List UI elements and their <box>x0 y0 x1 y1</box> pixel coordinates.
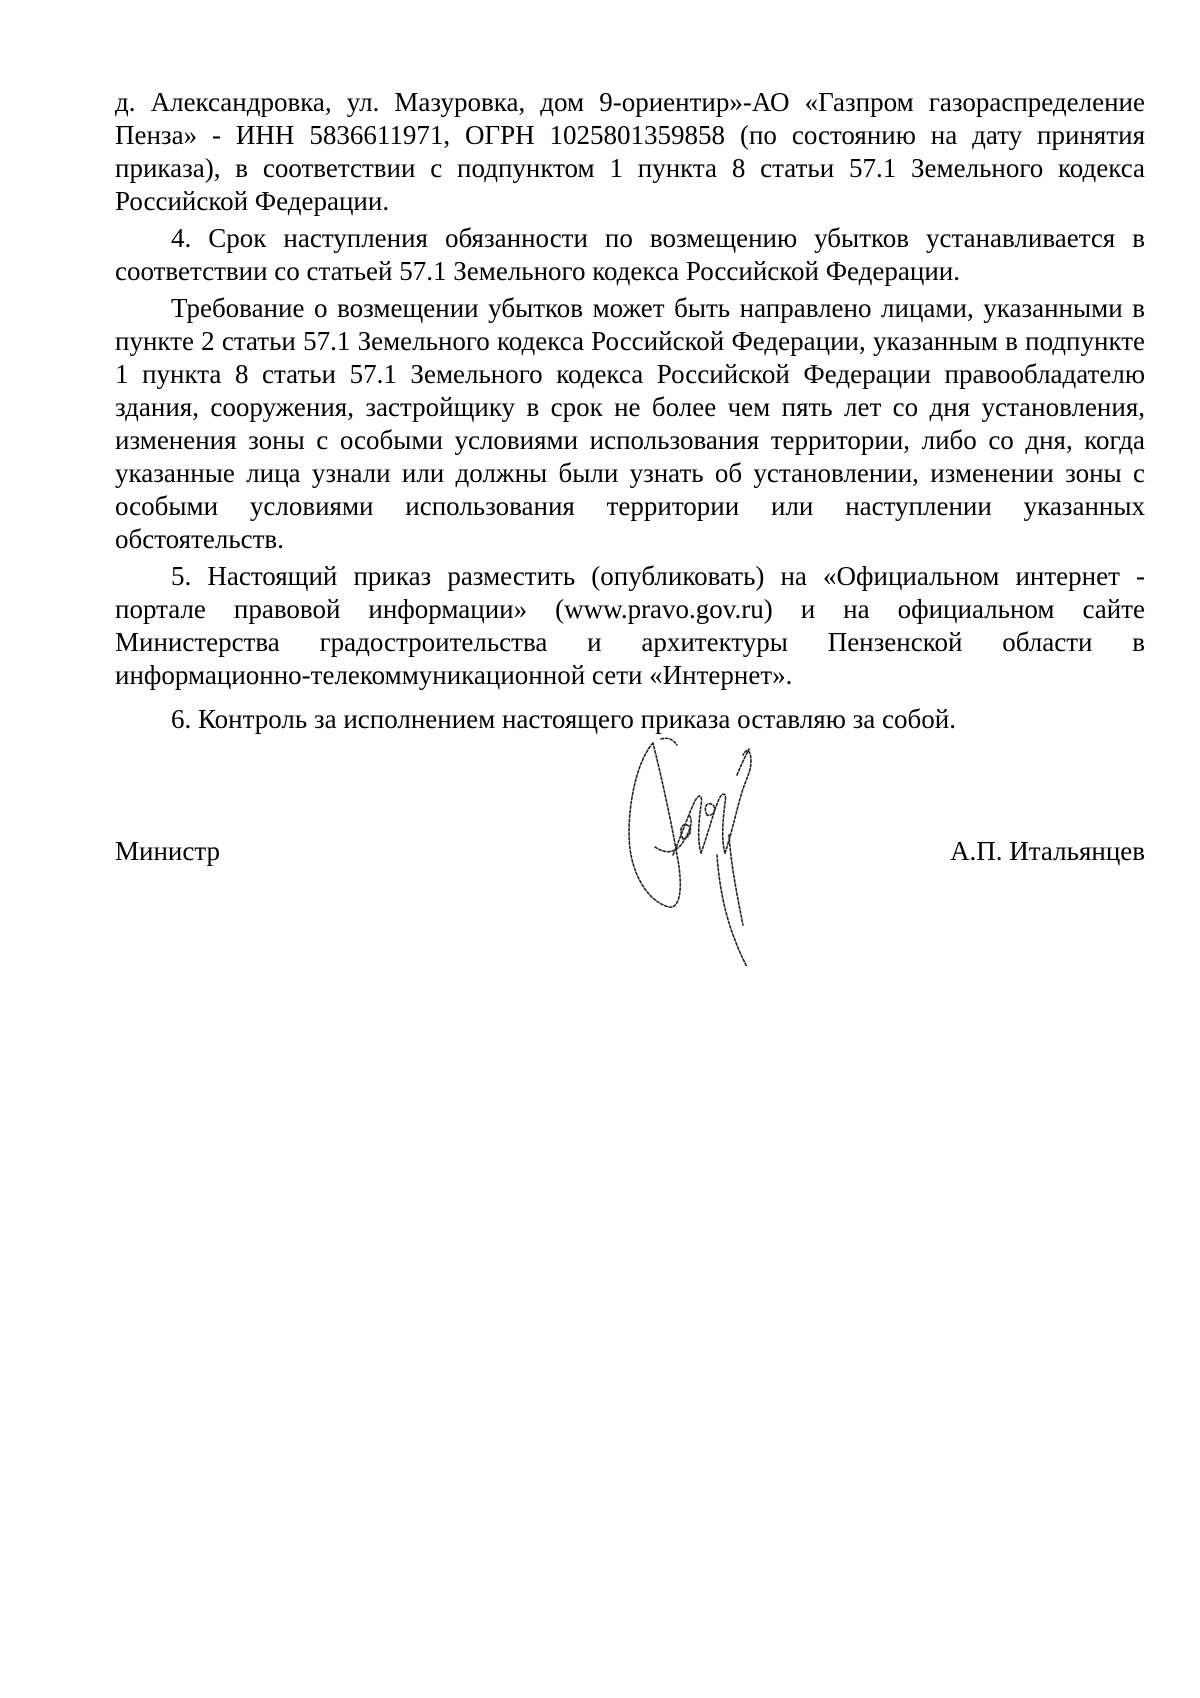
paragraph-item-5: 5. Настоящий приказ разместить (опубликовать) на «Официальном интернет - портале правовой информации» (www.pravo.gov.ru) и на официальном сайте Министерства градостроительства и архитектуры Пензенской области в информационно-телекоммуникационной сети «Интернет». <box>115 561 1145 690</box>
handwritten-signature <box>625 735 780 970</box>
paragraph-item-4: 4. Срок наступления обязанности по возмещению убытков устанавливается в соответствии со статьей 57.1 Земельного кодекса Российской Федерации. <box>115 223 1145 286</box>
paragraph-item-6: 6. Контроль за исполнением настоящего приказа оставляю за собой. <box>171 704 956 734</box>
signer-position: Министр <box>115 836 220 866</box>
signer-name: А.П. Итальянцев <box>950 836 1145 866</box>
document-body <box>115 86 1145 736</box>
paragraph-compensation-claim: Требование о возмещении убытков может быть направлено лицами, указанными в пункте 2 статьи 57.1 Земельного кодекса Российской Федерации, указанным в подпункте 1 пункта 8 статьи 57.1 Земельного кодекса Российской Федерации правообладателю здания, сооружения, застройщику в срок не более чем пять лет со дня установления, изменения зоны с особыми условиями использования территории, либо со дня, когда указанные лица узнали или должны были узнать об установлении, изменении зоны с особыми условиями использования территории или наступлении указанных обстоятельств. <box>115 293 1145 554</box>
paragraph-address-continuation: д. Александровка, ул. Мазуровка, дом 9-ориентир»-АО «Газпром газораспределение Пенза» - ИНН 5836611971, ОГРН 1025801359858 (по состоянию на дату принятия приказа), в соответствии с подпунктом 1 пункта 8 статьи 57.1 Земельного кодекса Российской Федерации. <box>115 87 1145 216</box>
